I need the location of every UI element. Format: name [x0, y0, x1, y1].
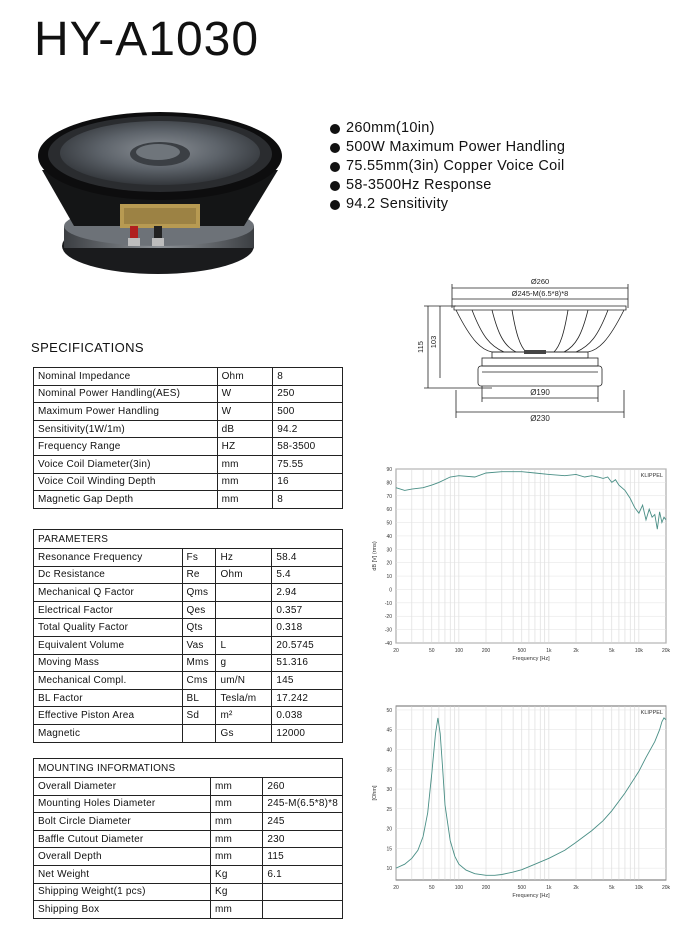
x-tick-label: 20: [393, 648, 399, 654]
table-cell: Tesla/m: [216, 689, 272, 707]
table-row: [34, 438, 343, 456]
table-cell: Vas: [182, 636, 216, 654]
table-cell: g: [216, 654, 272, 672]
x-tick-label: 200: [481, 648, 491, 654]
table-cell: Re: [182, 566, 216, 584]
x-tick-label: 20k: [661, 885, 671, 891]
table-cell: Qts: [182, 619, 216, 637]
mounting-table: [33, 758, 343, 919]
x-tick-label: 5k: [609, 648, 615, 654]
x-tick-label: 1k: [546, 885, 552, 891]
table-row: [34, 420, 343, 438]
y-tick-label: 50: [386, 707, 392, 714]
x-tick-label: 20: [393, 885, 399, 891]
table-cell: Nominal Impedance: [34, 368, 218, 386]
table-row: [34, 724, 343, 742]
plot-area: [396, 469, 666, 643]
x-tick-label: 20k: [661, 648, 671, 654]
table-cell: 16: [273, 473, 343, 491]
table-cell: 245: [263, 813, 343, 831]
y-tick-label: 30: [386, 787, 392, 794]
table-cell: Nominal Power Handling(AES): [34, 385, 218, 403]
table-row: [34, 619, 343, 637]
x-tick-label: 10k: [634, 648, 643, 654]
table-cell: Resonance Frequency: [34, 549, 183, 567]
y-tick-label: -30: [384, 627, 392, 634]
x-tick-label: 5k: [609, 885, 615, 891]
y-tick-label: 45: [386, 727, 392, 734]
table-cell: 250: [273, 385, 343, 403]
dim-cutout-diameter: Ø230: [530, 414, 550, 423]
table-row: [34, 368, 343, 386]
dim-mounting-holes: Ø245-M(6.5*8)*8: [511, 289, 569, 298]
table-cell: 5.4: [272, 566, 343, 584]
table-cell: Maximum Power Handling: [34, 403, 218, 421]
table-cell: 58.4: [272, 549, 343, 567]
x-axis-label: Frequency [Hz]: [512, 893, 550, 899]
table-cell: Mechanical Q Factor: [34, 584, 183, 602]
table-cell: BL: [182, 689, 216, 707]
x-axis-label: Frequency [Hz]: [512, 656, 550, 662]
dim-depth: 103: [429, 335, 438, 349]
table-cell: [216, 601, 272, 619]
bullet-icon: [330, 200, 340, 210]
table-header-row: [34, 759, 343, 778]
table-cell: 12000: [272, 724, 343, 742]
table-row: [34, 385, 343, 403]
table-cell: Qms: [182, 584, 216, 602]
feature-item: 94.2 Sensitivity: [330, 195, 565, 214]
table-cell: 75.55: [273, 455, 343, 473]
table-cell: 58-3500: [273, 438, 343, 456]
speaker-photo: [28, 108, 290, 286]
table-row: [34, 901, 343, 919]
x-tick-label: 200: [481, 885, 491, 891]
table-cell: Moving Mass: [34, 654, 183, 672]
table-cell: mm: [211, 778, 263, 796]
table-cell: Frequency Range: [34, 438, 218, 456]
table-cell: 17.242: [272, 689, 343, 707]
x-tick-label: 50: [429, 648, 435, 654]
table-cell: [216, 619, 272, 637]
y-tick-label: 60: [386, 507, 392, 514]
y-axis-label: dB [V] (rms): [372, 541, 378, 571]
table-cell: Ohm: [216, 566, 272, 584]
specifications-heading: SPECIFICATIONS: [31, 340, 144, 355]
table-cell: dB: [217, 420, 273, 438]
table-cell: 94.2: [273, 420, 343, 438]
table-cell: 230: [263, 830, 343, 848]
y-tick-label: 15: [386, 846, 392, 853]
y-tick-label: 50: [386, 520, 392, 527]
dimension-drawing: [412, 272, 644, 428]
table-cell: BL Factor: [34, 689, 183, 707]
table-row: [34, 654, 343, 672]
table-cell: mm: [217, 455, 273, 473]
table-cell: mm: [211, 848, 263, 866]
bullet-icon: [330, 143, 340, 153]
table-row: [34, 566, 343, 584]
table-cell: Bolt Circle Diameter: [34, 813, 211, 831]
page-title: HY-A1030: [34, 13, 260, 66]
table-cell: 8: [273, 491, 343, 509]
table-cell: Voice Coil Winding Depth: [34, 473, 218, 491]
y-tick-label: 20: [386, 826, 392, 833]
impedance-chart: [366, 700, 678, 905]
x-tick-label: 1k: [546, 648, 552, 654]
dim-magnet-diameter: Ø190: [530, 388, 550, 397]
dim-overall-depth: 115: [416, 341, 425, 353]
table-cell: Hz: [216, 549, 272, 567]
table-cell: Gs: [216, 724, 272, 742]
table-cell: Mms: [182, 654, 216, 672]
y-tick-label: 25: [386, 806, 392, 813]
table-row: [34, 549, 343, 567]
table-cell: 51.316: [272, 654, 343, 672]
y-axis-label: [Ohm]: [372, 785, 378, 801]
table-cell: 260: [263, 778, 343, 796]
x-tick-label: 2k: [573, 885, 579, 891]
chart-brand: KLIPPEL: [640, 473, 663, 479]
feature-item: 58-3500Hz Response: [330, 176, 565, 195]
table-cell: 145: [272, 672, 343, 690]
y-tick-label: 30: [386, 547, 392, 554]
table-cell: Baffle Cutout Diameter: [34, 830, 211, 848]
table-cell: Equivalent Volume: [34, 636, 183, 654]
table-row: [34, 848, 343, 866]
parameters-table: [33, 529, 343, 743]
table-cell: mm: [217, 491, 273, 509]
table-cell: 500: [273, 403, 343, 421]
table-cell: Overall Diameter: [34, 778, 211, 796]
table-row: [34, 689, 343, 707]
table-cell: Dc Resistance: [34, 566, 183, 584]
table-cell: um/N: [216, 672, 272, 690]
table-row: [34, 473, 343, 491]
table-cell: L: [216, 636, 272, 654]
table-row: [34, 707, 343, 725]
table-row: [34, 883, 343, 901]
table-cell: [182, 724, 216, 742]
x-tick-label: 10k: [634, 885, 643, 891]
table-cell: 0.318: [272, 619, 343, 637]
mounting-heading: MOUNTING INFORMATIONS: [34, 759, 343, 778]
table-row: [34, 403, 343, 421]
dim-overall-diameter: Ø260: [530, 277, 550, 286]
y-tick-label: 70: [386, 493, 392, 500]
table-cell: Fs: [182, 549, 216, 567]
table-cell: [263, 883, 343, 901]
table-cell: Qes: [182, 601, 216, 619]
x-tick-label: 100: [454, 648, 464, 654]
feature-item: 75.55mm(3in) Copper Voice Coil: [330, 157, 565, 176]
table-cell: 2.94: [272, 584, 343, 602]
feature-list: [330, 119, 565, 214]
table-cell: W: [217, 403, 273, 421]
table-cell: 8: [273, 368, 343, 386]
table-cell: [263, 901, 343, 919]
table-cell: 245-M(6.5*8)*8: [263, 795, 343, 813]
table-cell: Magnetic Gap Depth: [34, 491, 218, 509]
table-row: [34, 455, 343, 473]
table-cell: Kg: [211, 865, 263, 883]
x-tick-label: 2k: [573, 648, 579, 654]
table-cell: mm: [211, 901, 263, 919]
table-cell: Mechanical Compl.: [34, 672, 183, 690]
frequency-response-chart: [366, 463, 678, 668]
table-cell: mm: [211, 795, 263, 813]
y-tick-label: 90: [386, 467, 392, 473]
feature-item: 500W Maximum Power Handling: [330, 138, 565, 157]
table-row: [34, 491, 343, 509]
table-cell: Kg: [211, 883, 263, 901]
table-cell: Shipping Weight(1 pcs): [34, 883, 211, 901]
table-cell: 6.1: [263, 865, 343, 883]
bullet-icon: [330, 162, 340, 172]
table-cell: Effective Piston Area: [34, 707, 183, 725]
table-row: [34, 636, 343, 654]
table-row: [34, 830, 343, 848]
y-tick-label: 0: [389, 587, 392, 594]
table-cell: Net Weight: [34, 865, 211, 883]
table-cell: Shipping Box: [34, 901, 211, 919]
x-tick-label: 500: [517, 648, 526, 654]
table-cell: Sensitivity(1W/1m): [34, 420, 218, 438]
table-cell: Overall Depth: [34, 848, 211, 866]
table-cell: mm: [211, 830, 263, 848]
y-tick-label: -10: [384, 600, 392, 607]
feature-item: 260mm(10in): [330, 119, 565, 138]
table-row: [34, 672, 343, 690]
y-tick-label: 80: [386, 480, 392, 487]
y-tick-label: 40: [386, 747, 392, 754]
table-cell: HZ: [217, 438, 273, 456]
table-cell: mm: [211, 813, 263, 831]
table-cell: 0.357: [272, 601, 343, 619]
table-cell: 20.5745: [272, 636, 343, 654]
table-cell: 115: [263, 848, 343, 866]
y-tick-label: 10: [386, 574, 392, 581]
table-cell: Mounting Holes Diameter: [34, 795, 211, 813]
y-tick-label: 40: [386, 533, 392, 540]
y-tick-label: 20: [386, 560, 392, 567]
table-cell: Sd: [182, 707, 216, 725]
table-cell: Electrical Factor: [34, 601, 183, 619]
x-tick-label: 500: [517, 885, 526, 891]
y-tick-label: -40: [384, 641, 392, 647]
x-tick-label: 50: [429, 885, 435, 891]
table-row: [34, 795, 343, 813]
table-cell: Cms: [182, 672, 216, 690]
table-row: [34, 778, 343, 796]
table-cell: Magnetic: [34, 724, 183, 742]
bullet-icon: [330, 181, 340, 191]
parameters-heading: PARAMETERS: [34, 530, 343, 549]
y-tick-label: 35: [386, 767, 392, 774]
table-cell: W: [217, 385, 273, 403]
table-cell: m²: [216, 707, 272, 725]
table-row: [34, 601, 343, 619]
table-row: [34, 865, 343, 883]
bullet-icon: [330, 124, 340, 134]
specifications-table: [33, 367, 343, 509]
table-cell: [216, 584, 272, 602]
table-cell: Total Quality Factor: [34, 619, 183, 637]
table-cell: 0.038: [272, 707, 343, 725]
y-tick-label: -20: [384, 614, 392, 621]
table-cell: mm: [217, 473, 273, 491]
table-header-row: [34, 530, 343, 549]
table-row: [34, 584, 343, 602]
x-tick-label: 100: [454, 885, 464, 891]
y-tick-label: 10: [386, 866, 392, 873]
table-row: [34, 813, 343, 831]
table-cell: Voice Coil Diameter(3in): [34, 455, 218, 473]
chart-brand: KLIPPEL: [640, 710, 663, 716]
table-cell: Ohm: [217, 368, 273, 386]
